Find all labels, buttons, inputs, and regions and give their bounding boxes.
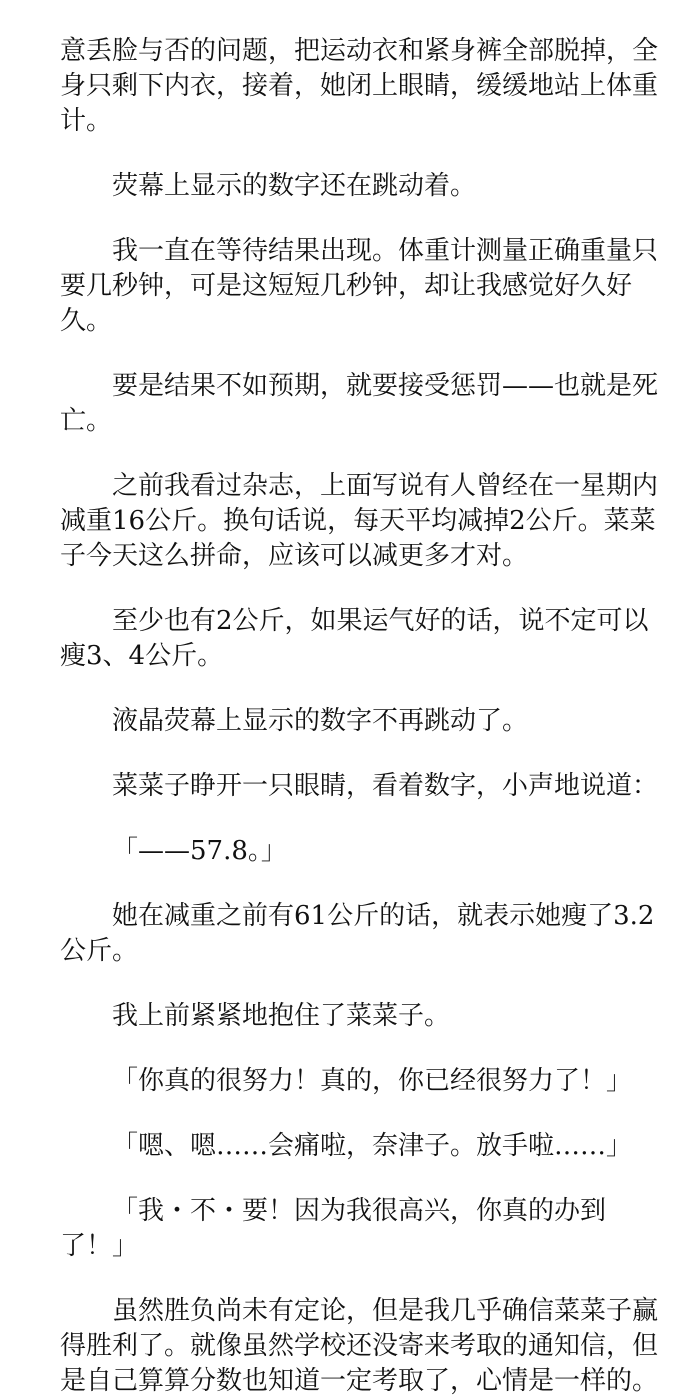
paragraph: 虽然胜负尚未有定论，但是我几乎确信菜菜子赢得胜利了。就像虽然学校还没寄来考取的通知信，但是自己算算分数也知道一定考取了，心情是一样的。 <box>60 1296 659 1396</box>
paragraph: 要是结果不如预期，就要接受惩罚——也就是死亡。 <box>60 371 659 436</box>
paragraph: 液晶荧幕上显示的数字不再跳动了。 <box>112 706 529 736</box>
paragraph: 她在减重之前有61公斤的话，就表示她瘦了3.2公斤。 <box>60 901 655 966</box>
document-page <box>60 34 660 1399</box>
paragraph: 「——57.8。」 <box>112 836 287 866</box>
paragraph: 荧幕上显示的数字还在跳动着。 <box>112 171 477 201</box>
paragraph: 「你真的很努力！真的，你已经很努力了！」 <box>112 1066 633 1096</box>
paragraph: 之前我看过杂志，上面写说有人曾经在一星期内减重16公斤。换句话说，每天平均减掉2公斤。菜菜子今天这么拼命，应该可以减更多才对。 <box>60 471 659 571</box>
paragraph: 我一直在等待结果出现。体重计测量正确重量只要几秒钟，可是这短短几秒钟，却让我感觉好久好久。 <box>60 236 659 336</box>
paragraph: 「嗯、嗯……会痛啦，奈津子。放手啦……」 <box>112 1131 633 1161</box>
paragraph: 意丢脸与否的问题，把运动衣和紧身裤全部脱掉，全身只剩下内衣，接着，她闭上眼睛，缓缓地站上体重计。 <box>60 36 659 136</box>
paragraph: 「我・不・要！因为我很高兴，你真的办到了！」 <box>60 1196 607 1261</box>
paragraph: 至少也有2公斤，如果运气好的话，说不定可以瘦3、4公斤。 <box>60 606 649 671</box>
paragraph: 菜菜子睁开一只眼睛，看着数字，小声地说道： <box>112 771 659 801</box>
paragraph: 我上前紧紧地抱住了菜菜子。 <box>112 1001 451 1031</box>
